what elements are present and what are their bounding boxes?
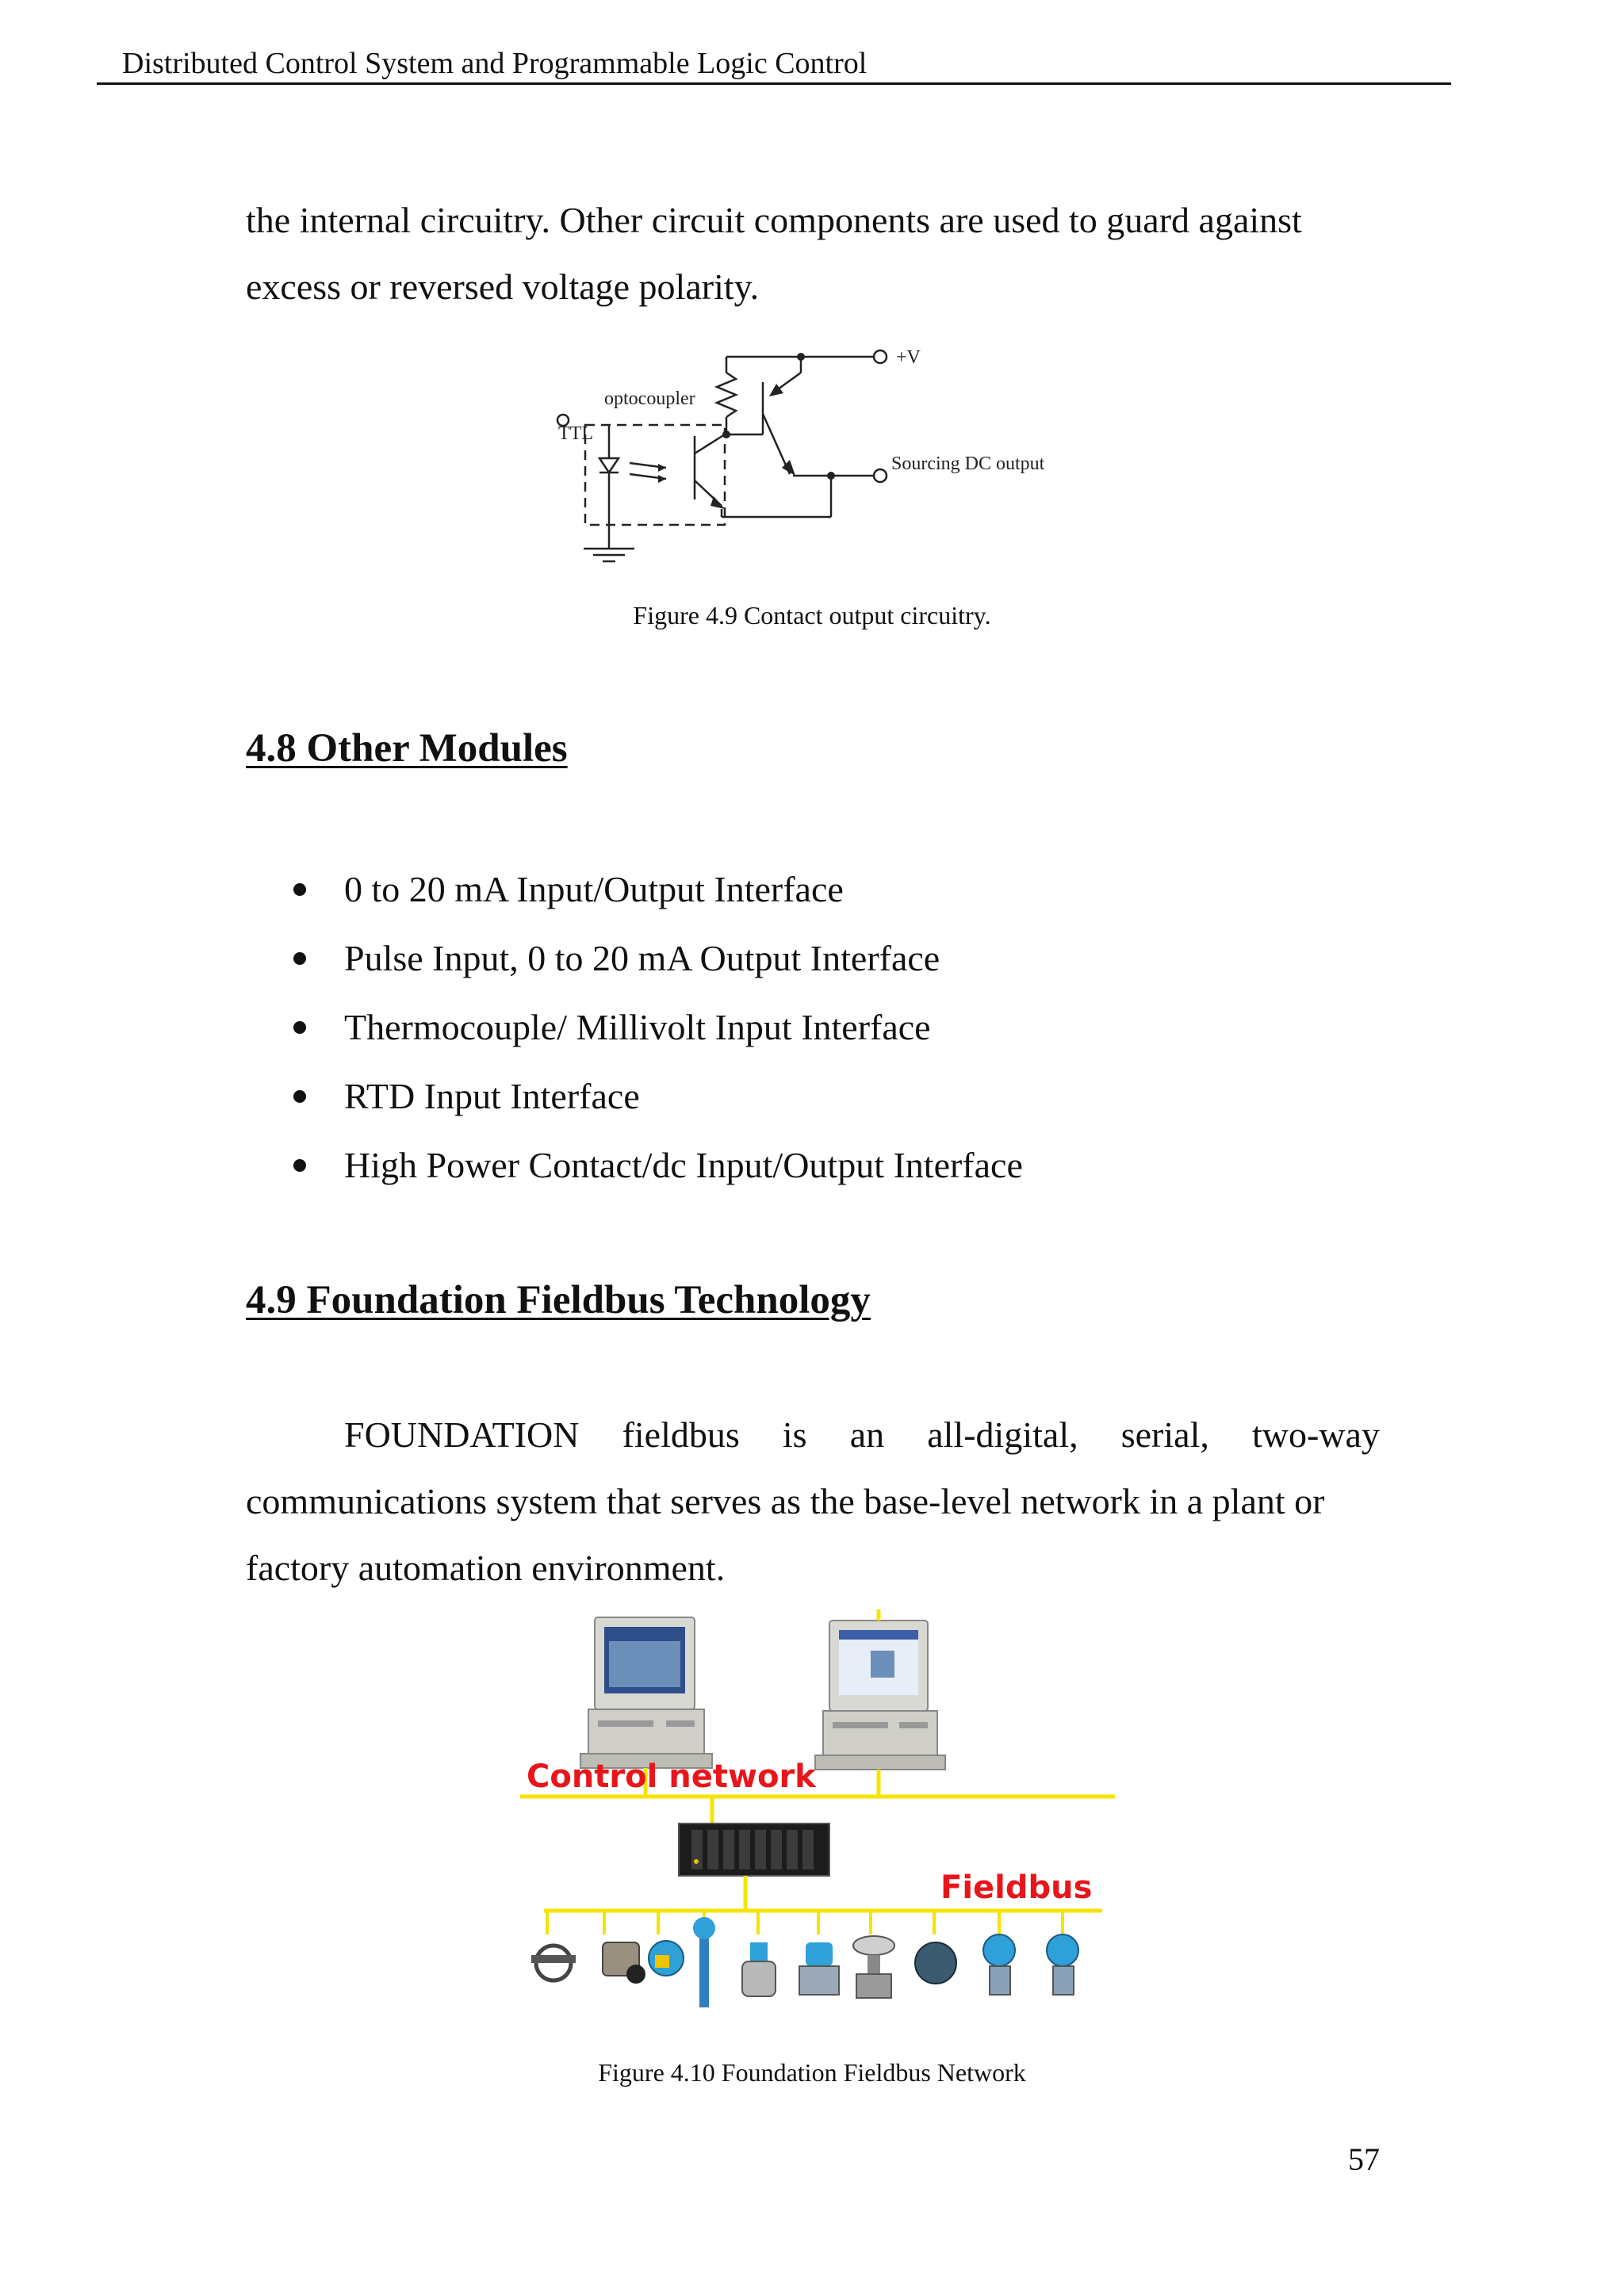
led [599, 458, 619, 473]
figure-caption: Figure 4.9 Contact output circuitry. [633, 601, 991, 629]
list-item [293, 855, 1023, 924]
paragraph-fieldbus [246, 1402, 1380, 1601]
bullet-icon [293, 1090, 306, 1103]
figure-caption: Figure 4.10 Foundation Fieldbus Network [598, 2058, 1026, 2087]
workstation-1 [580, 1617, 712, 1768]
bullet-icon [293, 883, 306, 896]
word: is [782, 1414, 807, 1455]
section-heading: 4.9 Foundation Fieldbus Technology [246, 1278, 871, 1322]
word: FOUNDATION [344, 1414, 580, 1455]
supply-terminal [874, 350, 887, 363]
section-heading: 4.8 Other Modules [246, 726, 568, 771]
page-number: 57 [1348, 2141, 1380, 2177]
running-header [97, 46, 1451, 85]
output-label: Sourcing DC output [891, 453, 1045, 474]
fieldbus-label: Fieldbus [940, 1869, 1093, 1906]
running-header-title: Distributed Control System and Programmable Logic Control [122, 47, 868, 80]
list-item-text: Thermocouple/ Millivolt Input Interface [344, 1007, 931, 1047]
list-item-text: RTD Input Interface [344, 1076, 640, 1116]
list-item [293, 1131, 1023, 1200]
bullet-icon [293, 1021, 306, 1034]
resistor [717, 373, 736, 417]
control-network-label: Control network [527, 1758, 816, 1795]
list-item [293, 993, 1023, 1062]
word: an [849, 1414, 885, 1455]
circuit-diagram [555, 341, 1063, 571]
figure-fieldbus-network [515, 1609, 1118, 2038]
paragraph-intro [246, 187, 1380, 320]
paragraph-line: excess or reversed voltage polarity. [246, 266, 760, 307]
list-item-text: Pulse Input, 0 to 20 mA Output Interface [344, 938, 940, 978]
field-device-icons [531, 1917, 1078, 2007]
paragraph-line: factory automation environment. [246, 1548, 726, 1588]
paragraph-line [246, 1402, 1380, 1468]
optocoupler-box [585, 425, 725, 525]
list-item-text: High Power Contact/dc Input/Output Interface [344, 1145, 1023, 1185]
paragraph-line: the internal circuitry. Other circuit components are used to guard against [246, 200, 1302, 240]
network-diagram [515, 1609, 1118, 2038]
supply-label: +V [896, 347, 921, 368]
workstation-2 [815, 1621, 945, 1770]
module-list [293, 855, 1023, 1200]
paragraph-line: communications system that serves as the base-level network in a plant or [246, 1481, 1325, 1521]
word: all-digital, [927, 1414, 1078, 1455]
output-terminal [874, 469, 887, 482]
device-drops [547, 1911, 1063, 1934]
linking-device [679, 1823, 829, 1876]
bullet-icon [293, 1159, 306, 1172]
optocoupler-label: optocoupler [604, 388, 695, 409]
word: serial, [1120, 1414, 1209, 1455]
bullet-icon [293, 952, 306, 965]
word: fieldbus [622, 1414, 740, 1455]
word: two-way [1251, 1414, 1380, 1455]
list-item [293, 924, 1023, 993]
list-item [293, 1062, 1023, 1131]
figure-contact-output-circuit [555, 341, 1063, 571]
list-item-text: 0 to 20 mA Input/Output Interface [344, 869, 844, 909]
ttl-label: TTL [558, 423, 593, 444]
